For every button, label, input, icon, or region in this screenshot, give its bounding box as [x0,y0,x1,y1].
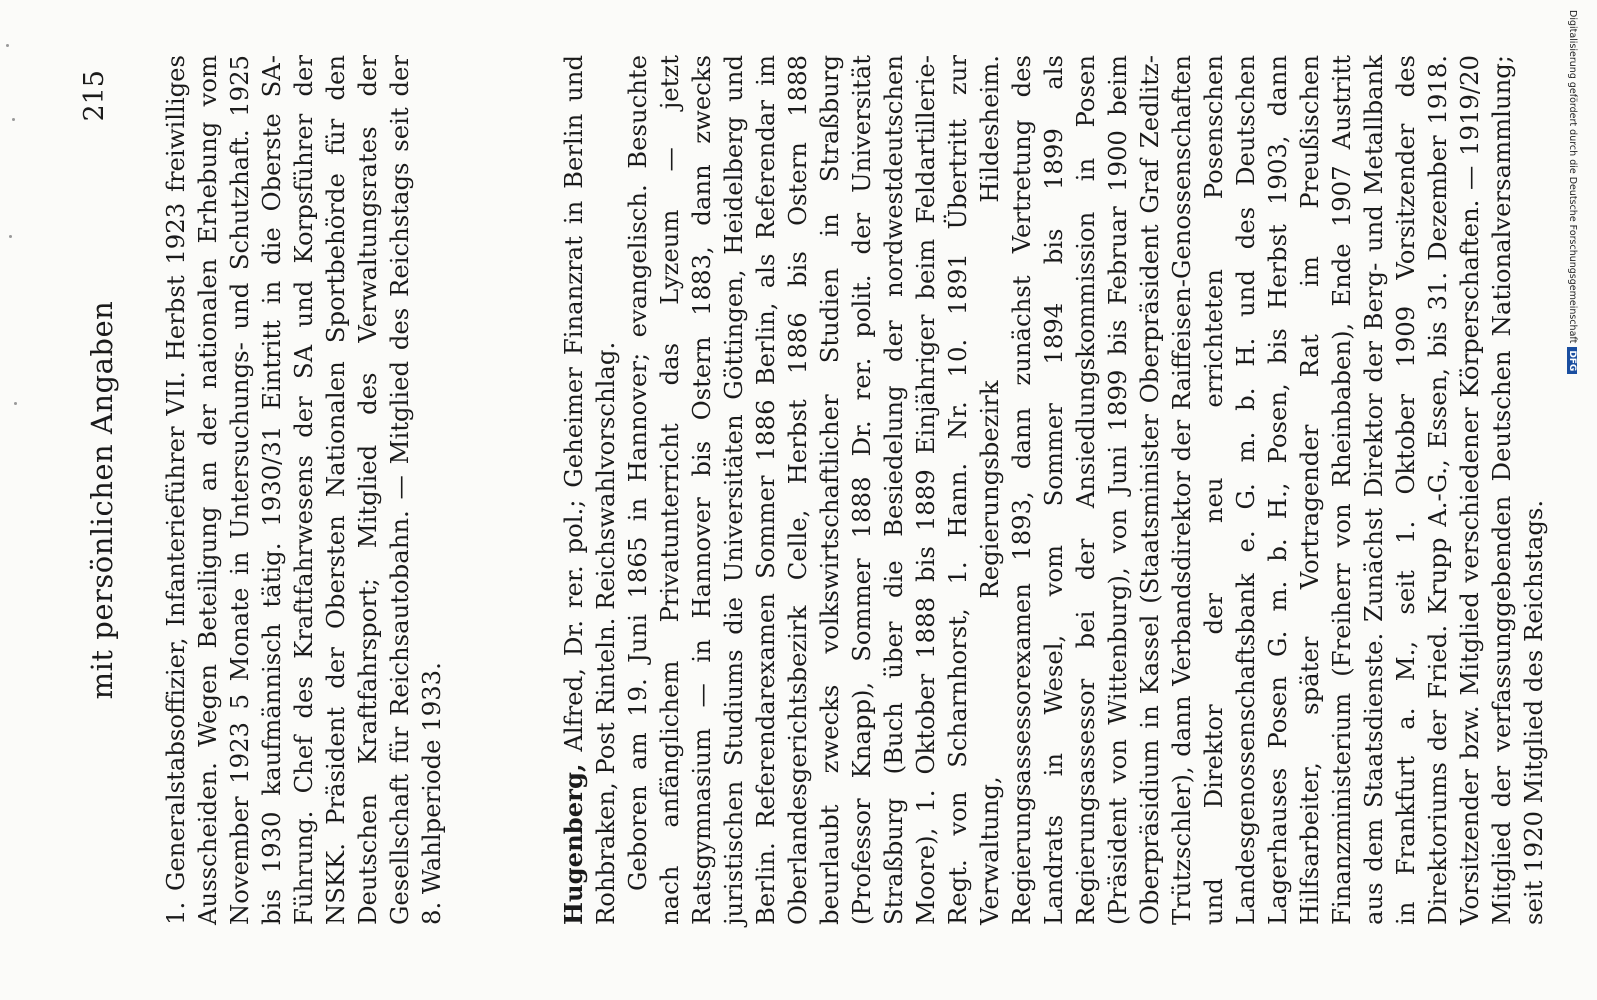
entry-name: Hugenberg, [559,763,588,925]
digitization-note [1567,10,1578,1000]
scan-speck [6,44,9,47]
running-title: mit persönlichen Angaben [85,300,119,700]
biography-continuation-text: 1. Generalstabsoffizier, Infanterieführer VII. Herbst 1923 freiwilliges Ausscheiden. Wegen Beteiligung an der nationalen Erhebung vom November 1923 5 Monate in Untersuchungs- und Schutzhaft. 1925 bis 1930 kaufmännisch tätig. 1930/31 Eintritt in die Oberste SA-Führung. Chef des Kraftfahrwesens der SA und Korpsführer der NSKK. Präsident der Obersten Nationalen Sportbehörde für den Deutschen Kraftfahrsport; Mitglied des Verwaltungsrates der Gesellschaft für Reichsautobahn. — Mitglied des Reichstags seit der 8. Wahlperiode 1933. [161,55,446,925]
entry-heading [558,55,622,925]
dfg-logo: DFG [1567,347,1577,374]
biography-entry-hugenberg [558,55,1550,925]
biography-continuation [160,55,448,925]
scan-speck [12,118,15,121]
scan-speck [14,402,17,405]
scan-speck [9,235,12,238]
running-head [75,0,119,1000]
entry-intro: Alfred, Dr. rer. pol.; Geheimer Finanzrat in Berlin und Rohbraken, Post Rinteln. Reichswahlvorschlag. [559,55,620,925]
digitization-note-text: Digitalisierung gefördert durch die Deutsche Forschungsgemeinschaft [1567,10,1578,344]
page-number: 215 [79,70,110,122]
entry-body: Geboren am 19. Juni 1865 in Hannover; evangelisch. Besuchte nach anfänglichem Privatunterricht das Lyzeum — jetzt Ratsgymnasium — in Hannover bis Ostern 1883, dann zwecks juristischen Studiums die Universitäten Göttingen, Heidelberg und Berlin. Referendarexamen Sommer 1886 Berlin, als Referendar im Oberlandesgerichtsbezirk Celle, Herbst 1886 bis Ostern 1888 beurlaubt zwecks volkswirtschaftlicher Studien in Straßburg (Professor Knapp), Sommer 1888 Dr. rer. polit. der Universität Straßburg (Buch über die Besiedelung der nordwestdeutschen Moore), 1. Oktober 1888 bis 1889 Einjähriger beim Feldartillerie-Regt. von Scharnhorst, 1. Hann. Nr. 10. 1891 Übertritt zur Verwaltung, Regierungsbezirk Hildesheim. Regierungsassessorexamen 1893, dann zunächst Vertretung des Landrats in Wesel, vom Sommer 1894 bis 1899 als Regierungsassessor bei der Ansiedlungskommission in Posen (Präsident von Wittenburg), von Juni 1899 bis Februar 1900 beim Oberpräsidium in Kassel (Staatsminister Oberpräsident Graf Zedlitz-Trützschler), dann Verbandsdirektor der Raiffeisen-Genossenschaften und Direktor der neu errichteten Posenschen Landesgenossenschaftsbank e. G. m. b. H. und des Deutschen Lagerhauses Posen G. m. b. H., Posen, bis Herbst 1903, dann Hilfsarbeiter, später Vortragender Rat im Preußischen Finanzministerium (Freiherr von Rheinbaben), Ende 1907 Austritt aus dem Staatsdienste. Zunächst Direktor der Berg- und Metallbank in Frankfurt a. M., seit 1. Oktober 1909 Vorsitzender des Direktoriums der Fried. Krupp A.-G., Essen, bis 31. Dezember 1918. Vorsitzender bzw. Mitglied verschiedener Körperschaften. — 1919/20 Mitglied der verfassunggebenden Deutschen Nationalversammlung; seit 1920 Mitglied des Reichstags. [623,55,1548,925]
